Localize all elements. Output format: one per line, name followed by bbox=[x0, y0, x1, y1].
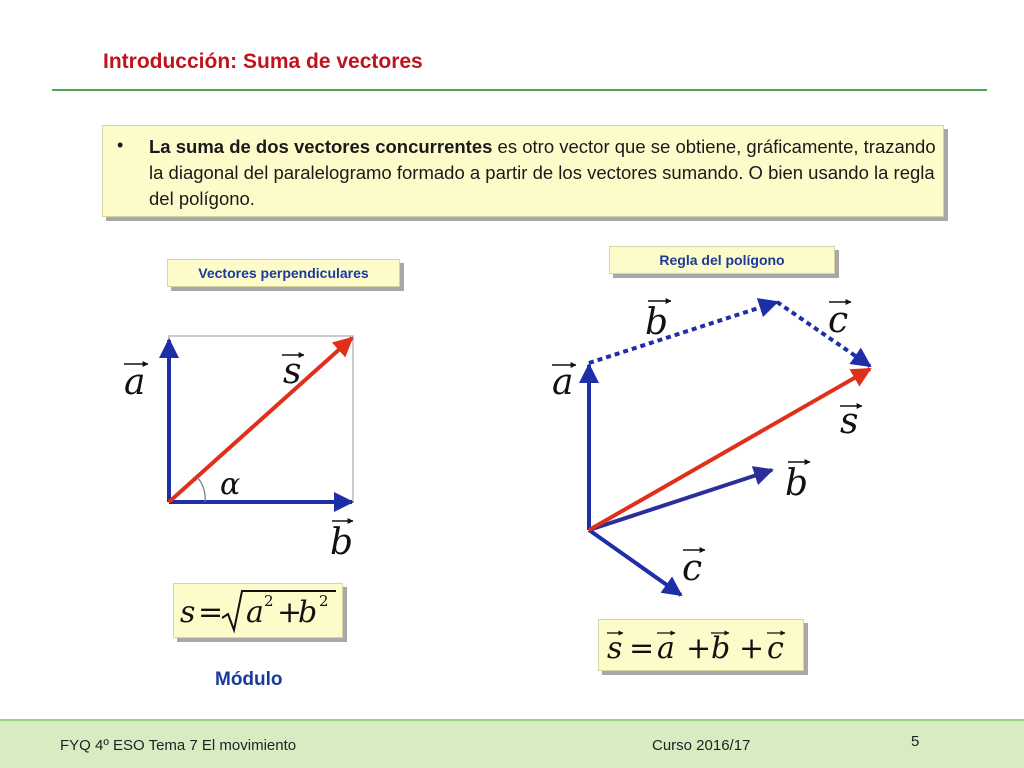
svg-text:b: b bbox=[298, 595, 318, 630]
definition-rest: es otro vector que se obtiene, gráficamente, trazando la diagonal del paralelogramo formado a partir de los vectores sumando. O bien usando la regla del polígono. bbox=[149, 136, 936, 209]
page-number: 5 bbox=[911, 733, 920, 750]
vector-c-dashed bbox=[777, 302, 870, 366]
label-c-top bbox=[828, 300, 851, 341]
perpendicular-diagram bbox=[124, 336, 353, 563]
svg-text:a: a bbox=[657, 631, 675, 666]
svg-text:s: s bbox=[607, 631, 623, 666]
label-a-left bbox=[124, 362, 148, 403]
svg-text:c: c bbox=[682, 548, 703, 589]
label-s-right bbox=[840, 401, 862, 442]
svg-text:2: 2 bbox=[264, 592, 274, 610]
label-b-top bbox=[645, 301, 671, 343]
footer-year-text: Curso 2016/17 bbox=[652, 737, 751, 754]
svg-text:+: + bbox=[686, 631, 712, 666]
label-s-left bbox=[282, 351, 304, 392]
svg-text:b: b bbox=[645, 302, 669, 343]
vector-s bbox=[169, 338, 352, 502]
svg-text:c: c bbox=[828, 300, 849, 341]
label-b-right bbox=[785, 462, 810, 504]
label-b-left bbox=[330, 521, 353, 563]
angle-alpha-label: α bbox=[220, 467, 241, 502]
slide-title: Introducción: Suma de vectores bbox=[103, 50, 423, 73]
magnitude-formula bbox=[174, 584, 344, 639]
vector-s-right bbox=[589, 369, 870, 530]
svg-text:2: 2 bbox=[319, 592, 329, 610]
vector-sum-formula bbox=[599, 620, 805, 672]
footer-divider bbox=[0, 719, 1024, 721]
svg-text:c: c bbox=[767, 631, 784, 666]
svg-text:=: = bbox=[629, 631, 655, 666]
footer-course-text: FYQ 4º ESO Tema 7 El movimiento bbox=[60, 737, 297, 754]
vector-c-right bbox=[589, 530, 681, 595]
svg-text:=: = bbox=[198, 595, 224, 630]
perpendicular-vectors-label-text: Vectores perpendiculares bbox=[198, 265, 369, 281]
polygon-rule-label-text: Regla del polígono bbox=[659, 252, 785, 268]
magnitude-formula-box bbox=[173, 583, 343, 638]
polygon-diagram bbox=[552, 300, 870, 595]
svg-text:a: a bbox=[246, 595, 264, 630]
svg-text:b: b bbox=[785, 463, 809, 504]
svg-text:b: b bbox=[711, 631, 731, 666]
vector-sum-formula-box bbox=[598, 619, 804, 671]
label-c-right bbox=[682, 548, 705, 589]
svg-text:a: a bbox=[124, 362, 146, 403]
vector-b-dashed bbox=[589, 302, 777, 363]
svg-text:s: s bbox=[180, 595, 196, 630]
bullet-icon: • bbox=[117, 135, 124, 155]
svg-text:+: + bbox=[739, 631, 765, 666]
svg-text:a: a bbox=[552, 362, 574, 403]
svg-text:b: b bbox=[330, 522, 354, 563]
angle-arc bbox=[197, 477, 205, 502]
svg-text:+: + bbox=[277, 595, 303, 630]
definition-bold: La suma de dos vectores concurrentes bbox=[149, 136, 493, 157]
svg-text:s: s bbox=[840, 401, 859, 442]
label-a-right bbox=[552, 362, 576, 403]
modulo-caption: Módulo bbox=[215, 669, 283, 690]
svg-text:s: s bbox=[283, 351, 302, 392]
